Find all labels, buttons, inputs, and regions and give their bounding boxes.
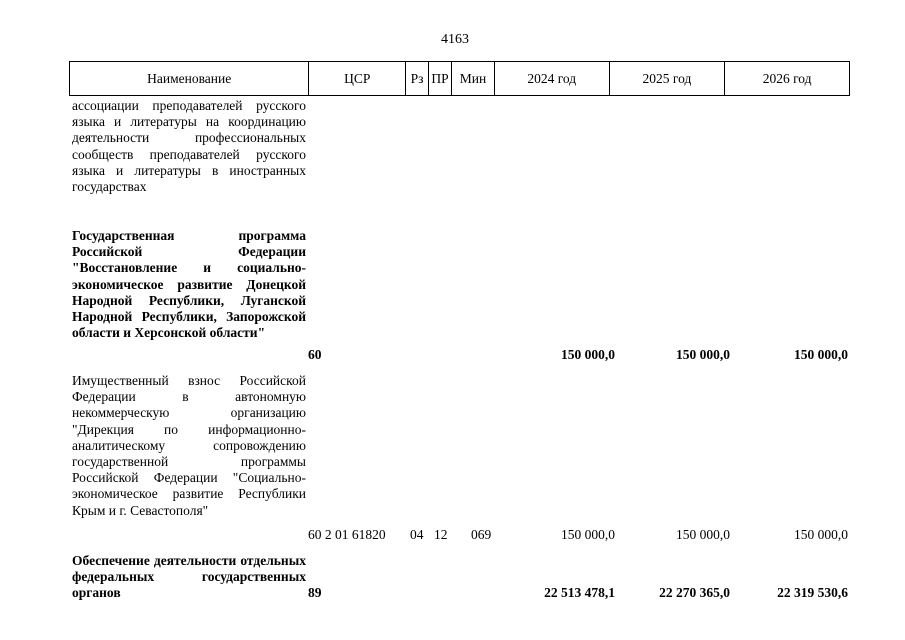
row-value-2025: 22 270 365,0 bbox=[659, 585, 730, 600]
page-number: 4163 bbox=[441, 32, 469, 47]
row-value-2026: 150 000,0 bbox=[794, 527, 848, 542]
header-year-2024: 2024 год bbox=[495, 62, 610, 95]
row-min: 069 bbox=[471, 527, 492, 542]
header-pr: ПР bbox=[429, 62, 452, 95]
header-name: Наименование bbox=[70, 62, 309, 95]
row-csr: 60 bbox=[308, 347, 322, 362]
row-value-2024: 150 000,0 bbox=[561, 347, 615, 362]
header-csr: ЦСР bbox=[309, 62, 406, 95]
row-name: ассоциации преподавателей русского языка и литературы на координацию деятельности профессиональных сообществ преподавателей русского языка и литературы в иностранных государствах bbox=[72, 98, 306, 195]
row-value-2026: 150 000,0 bbox=[794, 347, 848, 362]
row-csr: 60 2 01 61820 bbox=[308, 527, 386, 542]
table-header bbox=[69, 61, 850, 96]
row-value-2025: 150 000,0 bbox=[676, 347, 730, 362]
row-value-2024: 22 513 478,1 bbox=[544, 585, 615, 600]
row-name: Обеспечение деятельности отдельных федеральных государственных органов bbox=[72, 553, 306, 601]
header-year-2025: 2025 год bbox=[610, 62, 726, 95]
header-min: Мин bbox=[452, 62, 495, 95]
header-year-2026: 2026 год bbox=[762, 70, 812, 86]
row-rz: 04 bbox=[410, 527, 424, 542]
row-csr: 89 bbox=[308, 585, 322, 600]
row-name: Имущественный взнос Российской Федерации в автономную некоммерческую организацию "Дирекция по информационно-аналитическому сопровождению государственной программы Российской Федерации "Социально-экономическое развитие Республики Крым и г. Севастополя" bbox=[72, 373, 306, 518]
row-value-2025: 150 000,0 bbox=[676, 527, 730, 542]
row-value-2026: 22 319 530,6 bbox=[777, 585, 848, 600]
row-pr: 12 bbox=[434, 527, 448, 542]
row-name: Государственная программа Российской Федерации "Восстановление и социально-экономическое развитие Донецкой Народной Республики, Луганской Народной Республики, Запорожской области и Херсонской области" bbox=[72, 228, 306, 341]
row-value-2024: 150 000,0 bbox=[561, 527, 615, 542]
header-rz: Рз bbox=[406, 62, 429, 95]
